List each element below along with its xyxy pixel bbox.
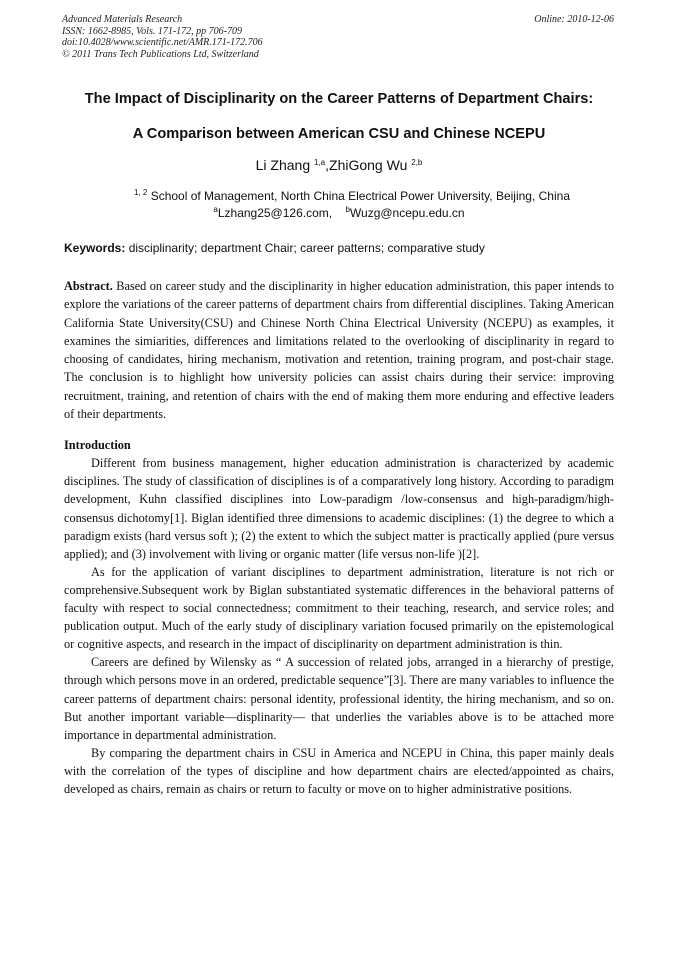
online-date: Online: 2010-12-06: [534, 14, 614, 25]
copyright-line: © 2011 Trans Tech Publications Ltd, Switzerland: [62, 48, 259, 60]
body-paragraph: By comparing the department chairs in CSU in America and NCEPU in China, this paper mainly deals with the correlation of the types of discipline and how department chairs are elected/appointed as chairs, developed as chairs, remain as chairs or return to faculty or move on to higher administrative positions.: [64, 745, 614, 796]
publication-info: [62, 14, 614, 60]
paper-title-line-2: A Comparison between American CSU and Chinese NCEPU: [132, 126, 546, 142]
keywords-label: Keywords:: [64, 241, 126, 255]
body-paragraph: As for the application of variant disciplines to department administration, literature is not rich or comprehensive.Subsequent work by Biglan substantiated systematic differences in the behavioral patterns of faculty with respect to social connectedness; commitment to their teaching, research, and service roles; and publication output. Much of the early study of disciplinary variation focused primarily on the epistemological or cognitive aspects, and research in the impact of disciplinarity on department administration is thin.: [64, 564, 614, 652]
author-name: Li Zhang: [255, 157, 311, 173]
affiliation: [26, 189, 678, 203]
paper-title-line-1: The Impact of Disciplinarity on the Career Patterns of Department Chairs:: [84, 91, 594, 107]
introduction-section: [64, 436, 614, 798]
email-address[interactable]: Wuzg@ncepu.edu.cn: [349, 206, 465, 220]
email-address[interactable]: Lzhang25@126.com,: [217, 206, 333, 220]
abstract: [64, 277, 614, 423]
email-marker: b: [345, 205, 350, 214]
affiliation-marker: 1, 2: [134, 188, 148, 197]
author-separator: ,: [325, 157, 330, 173]
journal-name: Advanced Materials Research: [62, 14, 183, 25]
author-name: ZhiGong Wu: [329, 157, 408, 173]
keywords-text: disciplinarity; department Chair; career patterns; comparative study: [128, 241, 485, 255]
affiliation-text: School of Management, North China Electrical Power University, Beijing, China: [150, 189, 570, 203]
body-paragraph: Different from business management, higher education administration is characterized by academic disciplines. The study of classification of disciplines is of a comparatively long history. According to paradigm development, Kuhn classified disciplines into Low-paradigm /low-consensus and high-paradigm/high-consensus dichotomy[1]. Biglan identified three dimensions to academic disciplines: (1) the degree to which a paradigm exists (hard versus soft ); (2) the extent to which the subject matter is practically applied (pure versus applied); and (3) involvement with living or organic matter (life versus non-life )[2].: [64, 456, 614, 561]
author-affiliation-marker: 2,b: [411, 158, 423, 167]
keywords: [64, 241, 614, 255]
author-emails: [0, 206, 678, 220]
section-heading: Introduction: [64, 438, 131, 452]
issn-line: ISSN: 1662-8985, Vols. 171-172, pp 706-709: [62, 25, 242, 37]
author-affiliation-marker: 1,a: [314, 158, 326, 167]
body-paragraph: Careers are defined by Wilensky as “ A succession of related jobs, arranged in a hierarchy of prestige, through which persons move in an ordered, predictable sequence”[3]. There are many variables to influence the career patterns of department chairs: personal identity, professional identity, the hiring mechanism, and so on. But another important variable—displinarity— that underlies the variables above is to be attached more importance in departmental administration.: [64, 655, 614, 742]
abstract-label: Abstract.: [64, 279, 113, 293]
author-list: [0, 157, 678, 173]
abstract-text: Based on career study and the disciplinarity in higher education administration, this paper intends to explore the variations of the career patterns of department chairs from differential disciplines. Taking American California State University(CSU) and Chinese North China Electrical University (NCEPU) as examples, it examines the simiarities, differences and limitations related to the overlooking of disciplinarity in regard to choosing of candidates, hiring mechanism, motivation and retention, training program, and post-chair stage. The conclusion is to highlight how university policies can assist chairs during their service: improving recruitment, training, and retention of chairs with the end of making them more enduring and effective leaders of their departments.: [64, 279, 615, 422]
email-marker: a: [213, 205, 218, 214]
running-header: [62, 14, 614, 60]
doi-line[interactable]: doi:10.4028/www.scientific.net/AMR.171-172.706: [62, 37, 263, 48]
